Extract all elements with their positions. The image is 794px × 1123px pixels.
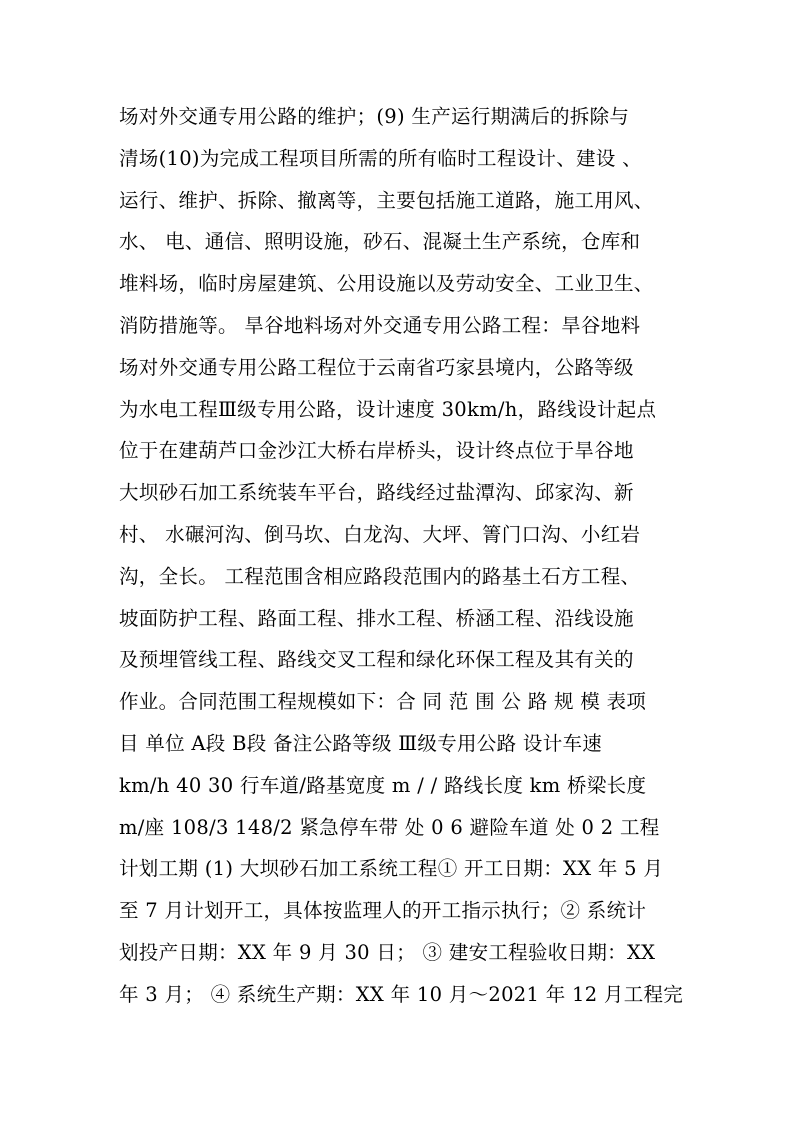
text-line: 清场(10)为完成工程项目所需的所有临时工程设计、建设 、 <box>119 146 642 170</box>
text-line: 作业。合同范围工程规模如下：合 同 范 围 公 路 规 模 表项 <box>119 690 647 714</box>
text-line: 划投产日期：XX 年 9 月 30 日； ③ 建安工程验收日期：XX <box>119 940 656 964</box>
text-line: 运行、维护、拆除、撤离等，主要包括施工道路，施工用风、 <box>119 188 654 212</box>
text-line: 年 3 月； ④ 系统生产期：XX 年 10 月～2021 年 12 月工程完 <box>119 982 684 1006</box>
text-line: 水、 电、通信、照明设施，砂石、混凝土生产系统，仓库和 <box>119 230 641 254</box>
text-line: 目 单位 A段 B段 备注公路等级 Ⅲ级专用公路 设计车速 <box>119 731 603 755</box>
text-line: 及预埋管线工程、路线交叉工程和绿化环保工程及其有关的 <box>119 648 634 672</box>
text-line: 为水电工程Ⅲ级专用公路，设计速度 30km/h，路线设计起点 <box>119 397 657 421</box>
text-line: 沟，全长。 工程范围含相应路段范围内的路基土石方工程、 <box>119 564 641 588</box>
text-line: 场对外交通专用公路的维护；(9) 生产运行期满后的拆除与 <box>119 105 630 128</box>
text-line: 位于在建葫芦口金沙江大桥右岸桥头，设计终点位于旱谷地 <box>119 439 634 463</box>
body-text <box>119 96 689 1016</box>
text-line: 消防措施等。 旱谷地料场对外交通专用公路工程：旱谷地料 <box>119 313 641 337</box>
text-line: 计划工期 (1) 大坝砂石加工系统工程① 开工日期：XX 年 5 月 <box>119 857 664 881</box>
text-line: 村、 水碾河沟、倒马坎、白龙沟、大坪、箐门口沟、小红岩 <box>119 522 641 546</box>
text-line: km/h 40 30 行车道/路基宽度 m / / 路线长度 km 桥梁长度 <box>119 773 647 797</box>
text-line: 场对外交通专用公路工程位于云南省巧家县境内，公路等级 <box>119 355 634 379</box>
text-line: 大坝砂石加工系统装车平台，路线经过盐潭沟、邱家沟、新 <box>119 481 634 505</box>
text-line: 坡面防护工程、路面工程、排水工程、桥涵工程、沿线设施 <box>119 606 634 630</box>
text-line: 至 7 月计划开工，具体按监理人的开工指示执行；② 系统计 <box>119 899 647 923</box>
text-line: 堆料场，临时房屋建筑、公用设施以及劳动安全、工业卫生、 <box>119 272 654 296</box>
text-line: m/座 108/3 148/2 紧急停车带 处 0 6 避险车道 处 0 2 工程 <box>119 815 660 839</box>
